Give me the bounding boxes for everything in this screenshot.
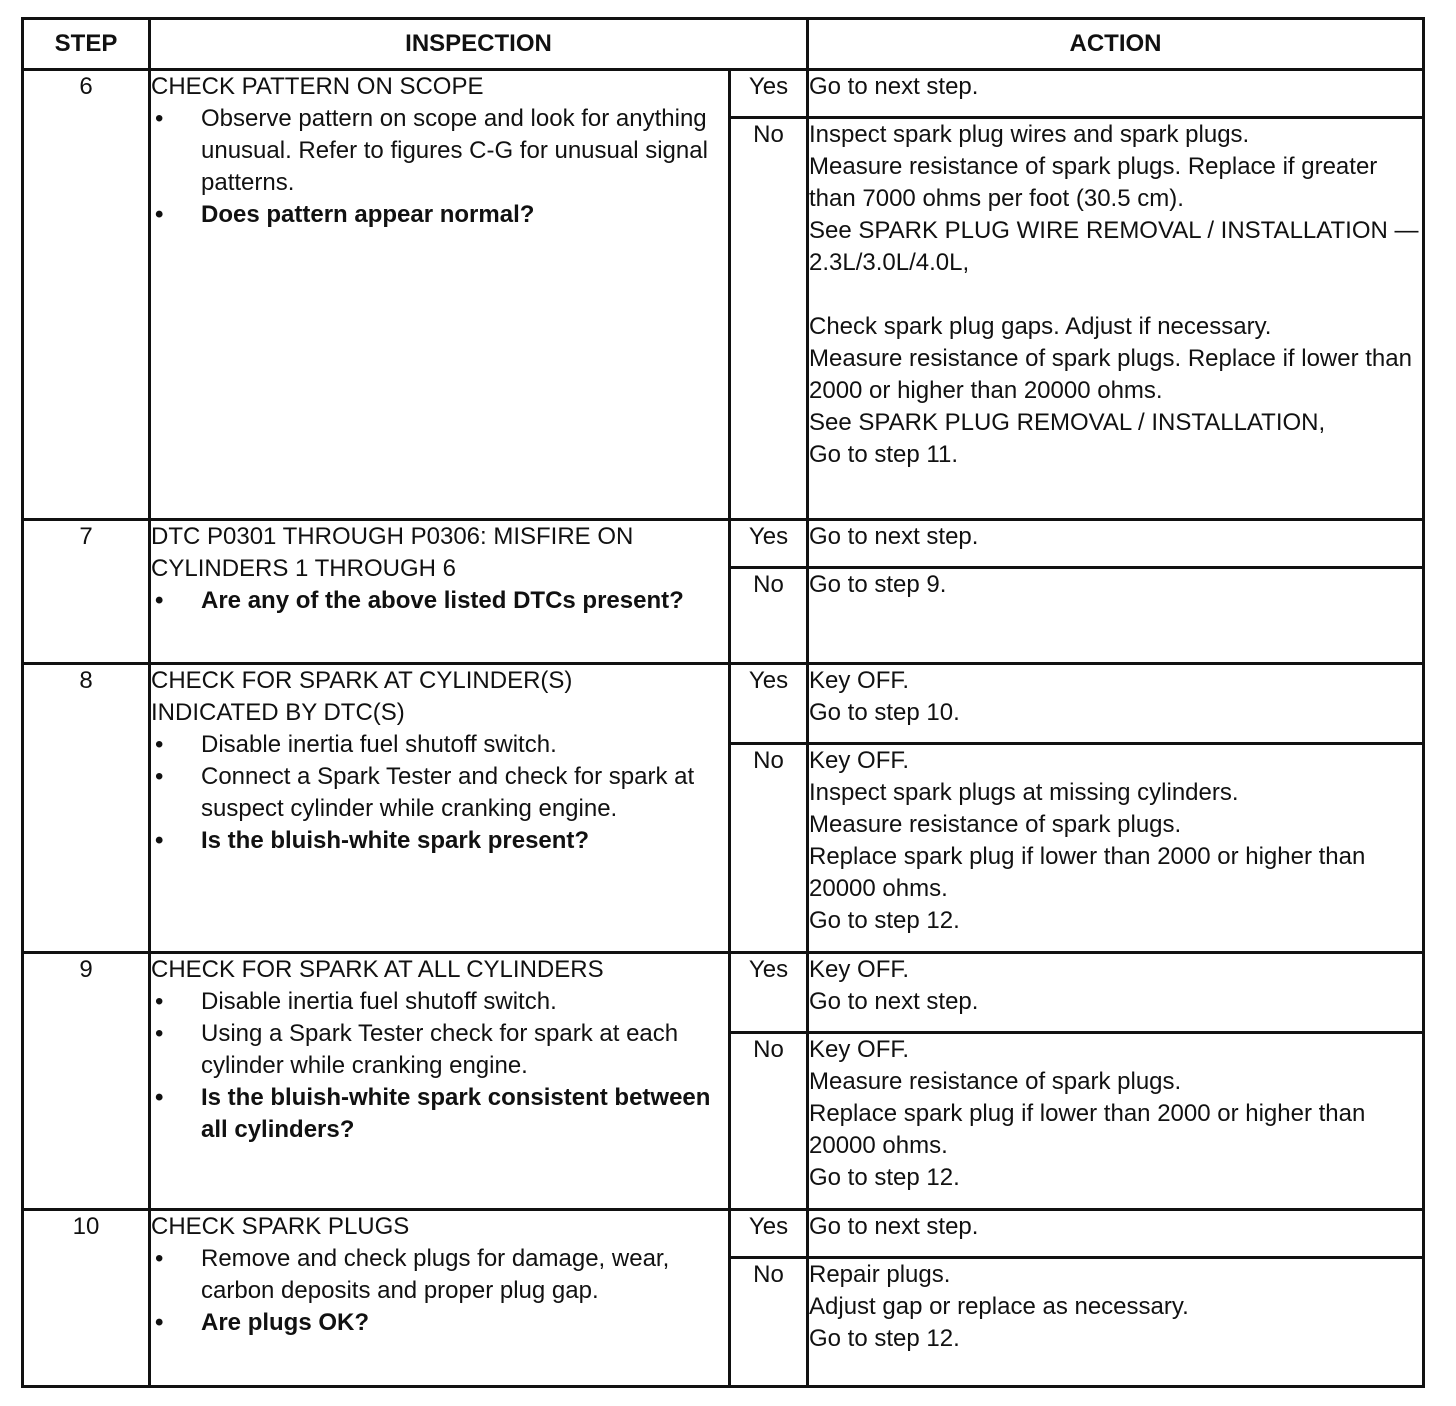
inspection-cell bbox=[150, 1210, 730, 1387]
header-row bbox=[23, 19, 1424, 70]
action-line: Measure resistance of spark plugs. bbox=[809, 811, 1182, 838]
header-action: ACTION bbox=[808, 19, 1424, 70]
yes-label: Yes bbox=[730, 664, 808, 744]
inspection-cell bbox=[150, 70, 730, 520]
action-line: Go to step 12. bbox=[809, 1164, 960, 1191]
step-row bbox=[23, 953, 1424, 1033]
action-line: Replace spark plug if lower than 2000 or higher than 20000 ohms. bbox=[809, 1100, 1373, 1159]
action-line: Go to step 12. bbox=[809, 1325, 960, 1352]
inspection-bullet: • Using a Spark Tester check for spark at each cylinder while cranking engine. bbox=[151, 1018, 728, 1082]
inspection-bullet: • Connect a Spark Tester and check for spark at suspect cylinder while cranking engine. bbox=[151, 761, 728, 825]
action-line: Go to step 9. bbox=[809, 571, 947, 598]
action-line: Go to next step. bbox=[809, 988, 979, 1015]
inspection-question: • Is the bluish-white spark consistent between all cylinders? bbox=[151, 1082, 728, 1146]
inspection-title: INDICATED BY DTC(S) bbox=[151, 699, 405, 726]
action-line: Measure resistance of spark plugs. Replace if greater than 7000 ohms per foot (30.5 cm). bbox=[809, 153, 1384, 212]
step-number: 10 bbox=[23, 1210, 150, 1387]
inspection-title: DTC P0301 THROUGH P0306: MISFIRE ON CYLINDERS 1 THROUGH 6 bbox=[151, 523, 641, 582]
action-line: Measure resistance of spark plugs. Replace if lower than 2000 or higher than 20000 ohms. bbox=[809, 345, 1419, 404]
inspection-bullet: • Disable inertia fuel shutoff switch. bbox=[151, 729, 728, 761]
yes-action bbox=[808, 520, 1424, 568]
action-line: Key OFF. bbox=[809, 747, 910, 774]
no-action bbox=[808, 744, 1424, 953]
action-line: Key OFF. bbox=[809, 956, 910, 983]
step-number: 9 bbox=[23, 953, 150, 1210]
no-action bbox=[808, 1258, 1424, 1387]
no-action bbox=[808, 568, 1424, 664]
inspection-cell bbox=[150, 664, 730, 953]
no-label: No bbox=[730, 118, 808, 520]
inspection-title: CHECK FOR SPARK AT CYLINDER(S) bbox=[151, 667, 573, 694]
inspection-question: • Are any of the above listed DTCs present? bbox=[151, 585, 728, 617]
action-line: Adjust gap or replace as necessary. bbox=[809, 1293, 1189, 1320]
action-line: Go to next step. bbox=[809, 523, 979, 550]
step-number: 8 bbox=[23, 664, 150, 953]
step-row bbox=[23, 664, 1424, 744]
inspection-bullets bbox=[151, 103, 728, 231]
inspection-question: • Does pattern appear normal? bbox=[151, 199, 728, 231]
action-line: Measure resistance of spark plugs. bbox=[809, 1068, 1182, 1095]
inspection-bullets bbox=[151, 1243, 728, 1339]
action-line: Go to step 12. bbox=[809, 907, 960, 934]
action-line: Check spark plug gaps. Adjust if necessary. bbox=[809, 313, 1272, 340]
inspection-bullet: • Remove and check plugs for damage, wear, carbon deposits and proper plug gap. bbox=[151, 1243, 728, 1307]
inspection-bullet: • Observe pattern on scope and look for anything unusual. Refer to figures C-G for unusual signal patterns. bbox=[151, 103, 728, 199]
no-label: No bbox=[730, 568, 808, 664]
action-line: Go to step 10. bbox=[809, 699, 960, 726]
action-line: Inspect spark plug wires and spark plugs. bbox=[809, 121, 1250, 148]
inspection-title: CHECK SPARK PLUGS bbox=[151, 1213, 410, 1240]
no-action bbox=[808, 118, 1424, 520]
action-line: Key OFF. bbox=[809, 1036, 910, 1063]
action-line: Go to step 11. bbox=[809, 441, 958, 468]
yes-action bbox=[808, 664, 1424, 744]
inspection-bullet: • Disable inertia fuel shutoff switch. bbox=[151, 986, 728, 1018]
yes-action bbox=[808, 1210, 1424, 1258]
action-line: Key OFF. bbox=[809, 667, 910, 694]
step-number: 7 bbox=[23, 520, 150, 664]
yes-label: Yes bbox=[730, 70, 808, 118]
no-label: No bbox=[730, 744, 808, 953]
header-inspection: INSPECTION bbox=[150, 19, 808, 70]
step-row bbox=[23, 1210, 1424, 1258]
no-label: No bbox=[730, 1258, 808, 1387]
yes-label: Yes bbox=[730, 1210, 808, 1258]
inspection-bullets bbox=[151, 986, 728, 1146]
yes-action bbox=[808, 953, 1424, 1033]
no-label: No bbox=[730, 1033, 808, 1210]
step-row bbox=[23, 70, 1424, 118]
inspection-question: • Is the bluish-white spark present? bbox=[151, 825, 728, 857]
inspection-cell bbox=[150, 953, 730, 1210]
inspection-title: CHECK PATTERN ON SCOPE bbox=[151, 73, 484, 100]
inspection-cell bbox=[150, 520, 730, 664]
inspection-title: CHECK FOR SPARK AT ALL CYLINDERS bbox=[151, 956, 604, 983]
yes-label: Yes bbox=[730, 953, 808, 1033]
diagnostic-table bbox=[21, 17, 1425, 1388]
inspection-question: • Are plugs OK? bbox=[151, 1307, 728, 1339]
inspection-bullets bbox=[151, 585, 728, 617]
no-action bbox=[808, 1033, 1424, 1210]
step-number: 6 bbox=[23, 70, 150, 520]
action-line: Repair plugs. bbox=[809, 1261, 951, 1288]
yes-label: Yes bbox=[730, 520, 808, 568]
inspection-bullets bbox=[151, 729, 728, 857]
action-line: See SPARK PLUG REMOVAL / INSTALLATION, bbox=[809, 409, 1326, 436]
header-step: STEP bbox=[23, 19, 150, 70]
action-line: Replace spark plug if lower than 2000 or higher than 20000 ohms. bbox=[809, 843, 1373, 902]
action-line: Go to next step. bbox=[809, 1213, 979, 1240]
action-line: Go to next step. bbox=[809, 73, 979, 100]
action-line: Inspect spark plugs at missing cylinders. bbox=[809, 779, 1239, 806]
action-line bbox=[809, 279, 1422, 311]
action-line: See SPARK PLUG WIRE REMOVAL / INSTALLATION — 2.3L/3.0L/4.0L, bbox=[809, 217, 1426, 276]
step-row bbox=[23, 520, 1424, 568]
yes-action bbox=[808, 70, 1424, 118]
